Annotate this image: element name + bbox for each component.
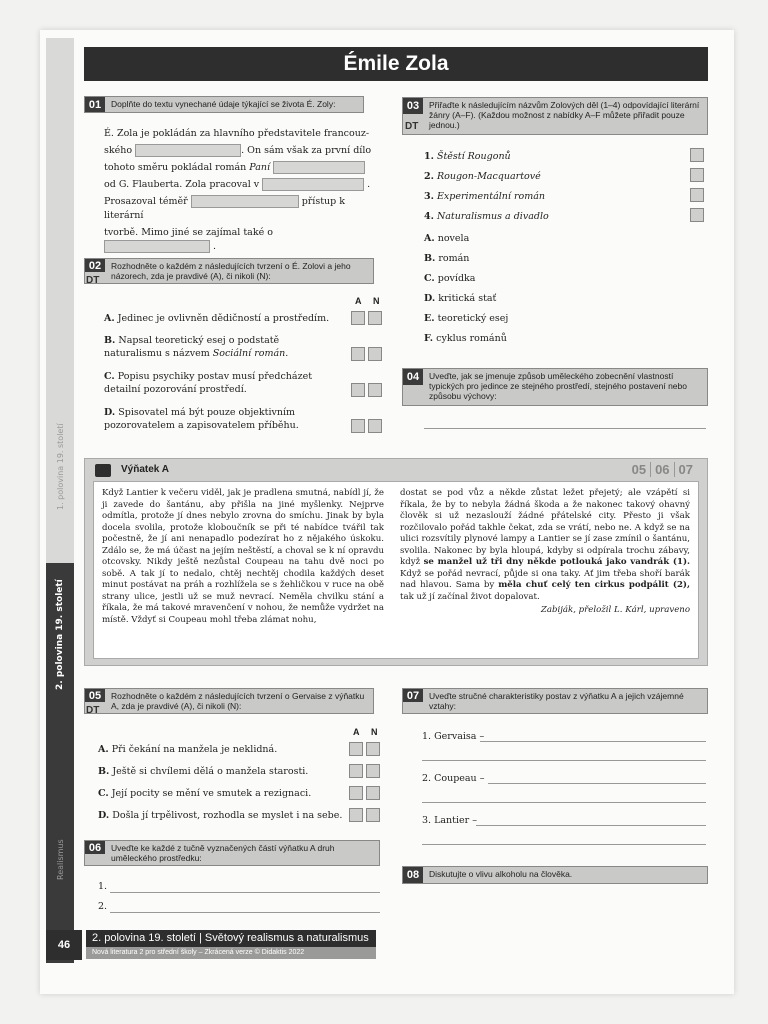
related-task-07: 07 [674, 462, 697, 477]
task-02-item-d-boxes [351, 419, 382, 433]
task-05-item-c-boxes [349, 786, 380, 800]
blank-4[interactable] [191, 195, 299, 208]
task-08-header [402, 866, 708, 884]
task-07-number: 07 [403, 689, 423, 702]
related-task-06: 06 [650, 462, 673, 477]
work-3-answer-box[interactable] [690, 188, 704, 202]
task-04-prompt: Uveďte, jak se jmenuje způsob uměleckého zobecnění vlastností typických pro jedince ze stejného prostředí, stejného postavení nebo způsobu výchovy: [429, 371, 687, 401]
task-03-number: 03 [403, 98, 423, 114]
answer-n-checkbox[interactable] [368, 311, 382, 325]
book-icon [95, 464, 111, 477]
answer-n-checkbox[interactable] [368, 419, 382, 433]
task-04-header [402, 368, 708, 406]
excerpt-column-right: dostat se pod vůz a někde zůstat ležet přejetý; ale vzápětí si říkala, že by to nebyla žádná škoda a že nakonec takový ohavný člověk si už nezaslouží žádné přátelské city. Přesto ji však rozčilovalo pořád takhle čekat, zda se vrátí, nebo ne. A když se na ulici rozsvítily plynové lampy a Lantier se jí zase zmínil o šantánu, svolila. Nakonec by byla hloupá, kdyby si odpírala trochu zábavy, když se manžel už tři dny někde potlouká jako vandrák (1). Když se pořád nevrací, půjde si ona taky. Ať jim třeba shoří barák nad hlavou. Sama by měla chuť celý ten cirkus podpálit (2), tak už jí začínal život dopalovat. Zabiják, přeložil L. Kárl, upraveno [400, 488, 690, 615]
excerpt-source: Zabiják, přeložil L. Kárl, upraveno [540, 605, 690, 615]
answer-n-checkbox[interactable] [368, 383, 382, 397]
task-07-answer-line-3[interactable] [476, 825, 706, 826]
answer-a-checkbox[interactable] [351, 311, 365, 325]
work-2-answer-box[interactable] [690, 168, 704, 182]
task-01-line-2b: . On sám však za první dílo [241, 145, 372, 156]
genre-e: E. teoretický esej [424, 313, 509, 324]
blank-5[interactable] [104, 240, 210, 253]
task-01-text: É. Zola je pokládán za hlavního představitele francouz- ského . On sám však za první dílo tohoto směru pokládal román Paní od G. Flauberta. Zola pracoval v . Prosazoval téměř přístup k literární tvorbě. Mimo jiné se zajímal také o . [104, 127, 374, 254]
task-07-item-2: 2. Coupeau – [422, 773, 485, 784]
answer-n-checkbox[interactable] [366, 786, 380, 800]
task-07-answer-line-1b[interactable] [422, 760, 706, 761]
task-01-line-4: od G. Flauberta. Zola pracoval v [104, 179, 260, 190]
task-05-item-a-boxes [349, 742, 380, 756]
task-05-item-b: B. Ještě si chvílemi dělá o manžela starosti. [98, 766, 309, 777]
task-02-number: 02 [85, 259, 105, 272]
blank-1[interactable] [135, 144, 241, 157]
task-05-item-d-boxes [349, 808, 380, 822]
task-07-answer-line-3b[interactable] [422, 844, 706, 845]
task-02-dt: DT [86, 275, 100, 286]
task-07-item-1: 1. Gervaisa – [422, 731, 485, 742]
work-3: 3. Experimentální román [424, 191, 546, 202]
task-02-col-n: N [373, 296, 380, 306]
work-4-answer-box[interactable] [690, 208, 704, 222]
task-07-header [402, 688, 708, 714]
task-07-answer-line-2[interactable] [488, 783, 706, 784]
task-06-number: 06 [85, 841, 105, 854]
footer-chapter: 2. polovina 19. století | Světový realismus a naturalismus [86, 930, 376, 947]
task-05-item-c: C. Její pocity se mění ve smutek a rezignaci. [98, 788, 312, 799]
answer-a-checkbox[interactable] [349, 764, 363, 778]
answer-a-checkbox[interactable] [349, 742, 363, 756]
task-08-prompt: Diskutujte o vlivu alkoholu na člověka. [429, 869, 573, 879]
bold-part-2: měla chuť celý ten cirkus podpálit (2), [498, 580, 690, 590]
blank-2[interactable] [273, 161, 365, 174]
answer-a-checkbox[interactable] [351, 383, 365, 397]
task-04-answer-line[interactable] [424, 428, 706, 429]
task-08-number: 08 [403, 867, 423, 883]
excerpt-column-left: Když Lantier k večeru viděl, jak je pradlena smutná, nabídl jí, že ji zavede do šantánu, aby přišla na jiné myšlenky. Nejprve odmítla, protože jí dnes nebylo zrovna do smíchu. Jinak by byla docela svolila, protože kloboučník se při té nabídce tvářil tak počestně, že jí ani nenapadlo podezírat ho z nějakého úskoku. Zdálo se, že má účast na jejím neštěstí, a choval se k ní opravdu otcovsky. Nikdy ještě nezůstal Coupeau na tahu dvě noci po sobě. A tak jí to nedalo, chtěj nechtěj chodila každých deset minut postávat na práh a rozhlížela se s žehličkou v ruce na obě strany ulice, jestli už se muž nevrací. Neměla chvilku stání a říkala, že má takové mravenčení v nohou, že nemůže vydržet na místě. Vždyť si Coupeau mohl třeba zlámat nohu, [102, 488, 384, 625]
task-03-header [402, 97, 708, 135]
task-06-answer-line-2[interactable] [110, 912, 380, 913]
task-02-item-d: D. Spisovatel má být pouze objektivním pozorovatelem a zapisovatelem příběhu. [104, 407, 299, 431]
genre-f: F. cyklus románů [424, 333, 507, 344]
task-06-label-1: 1. [98, 881, 108, 892]
related-task-05: 05 [631, 462, 647, 477]
bold-part-1: se manžel už tři dny někde potlouká jako vandrák (1). [423, 557, 690, 567]
task-06-prompt: Uveďte ke každé z tučně vyznačených částí výňatku A druh uměleckého prostředku: [111, 843, 335, 863]
task-03-dt: DT [405, 121, 419, 132]
task-01-line-2: ského [104, 145, 133, 156]
genre-a: A. novela [424, 233, 470, 244]
work-1: 1. Štěstí Rougonů [424, 151, 511, 162]
answer-n-checkbox[interactable] [366, 742, 380, 756]
task-02-item-b: B. Napsal teoretický esej o podstatě naturalismu s názvem Sociální román. [104, 335, 289, 359]
task-01-line-1: É. Zola je pokládán za hlavního představitele francouz- [104, 128, 370, 139]
excerpt-related-tasks [628, 462, 697, 477]
task-05-item-d: D. Došla jí trpělivost, rozhodla se myslet i na sebe. [98, 810, 343, 821]
answer-a-checkbox[interactable] [349, 786, 363, 800]
answer-n-checkbox[interactable] [366, 764, 380, 778]
task-03-prompt: Přiřaďte k následujícím názvům Zolových děl (1–4) odpovídající literární žánry (A–F). (Každou možnost z nabídky A–F můžete přiřadit pouze jednou.) [429, 100, 700, 130]
task-07-answer-line-1[interactable] [480, 741, 706, 742]
genre-d: D. kritická stať [424, 293, 497, 304]
page-footer [46, 930, 376, 960]
task-05-number: 05 [85, 689, 105, 702]
task-01-prompt: Doplňte do textu vynechané údaje týkající se života É. Zoly: [111, 99, 336, 109]
task-02-prompt: Rozhodněte o každém z následujících tvrzení o É. Zolovi a jeho názorech, zda je pravdivé (A), či nikoli (N): [111, 261, 351, 281]
answer-n-checkbox[interactable] [368, 347, 382, 361]
answer-a-checkbox[interactable] [349, 808, 363, 822]
sidebar-label-previous: 1. polovina 19. století [56, 423, 65, 510]
excerpt-a [84, 458, 708, 666]
task-06-answer-line-1[interactable] [110, 892, 380, 893]
task-02-col-a: A [355, 296, 362, 306]
task-02-item-c-boxes [351, 383, 382, 397]
sidebar-label-next: Realismus [56, 839, 65, 880]
task-02-item-c: C. Popisu psychiky postav musí předcházet detailní pozorování prostředí. [104, 371, 313, 395]
task-01-line-5b: přístup k literární [104, 196, 346, 221]
answer-a-checkbox[interactable] [351, 347, 365, 361]
task-07-item-3: 3. Lantier – [422, 815, 477, 826]
task-01-line-5: Prosazoval téměř [104, 196, 188, 207]
task-05-item-b-boxes [349, 764, 380, 778]
task-01-line-3-em: Paní [249, 162, 271, 173]
task-07-prompt: Uveďte stručné charakteristiky postav z výňatku A a jejich vzájemné vztahy: [429, 691, 684, 711]
page-number: 46 [46, 930, 82, 960]
work-2: 2. Rougon-Macquartové [424, 171, 541, 182]
blank-3[interactable] [262, 178, 364, 191]
task-01-line-6: tvorbě. Mimo jiné se zajímal také o [104, 227, 273, 238]
task-01-number: 01 [85, 97, 105, 112]
footer-copyright: Nová literatura 2 pro střední školy – Zkrácená verze © Didaktis 2022 [86, 947, 376, 959]
task-02-item-b-boxes [351, 347, 382, 361]
task-05-col-a: A [353, 727, 360, 737]
work-1-answer-box[interactable] [690, 148, 704, 162]
genre-b: B. román [424, 253, 470, 264]
excerpt-title: Výňatek A [121, 464, 169, 475]
task-01-header [84, 96, 364, 113]
task-07-answer-line-2b[interactable] [422, 802, 706, 803]
task-06-header [84, 840, 380, 866]
answer-n-checkbox[interactable] [366, 808, 380, 822]
task-05-item-a: A. Při čekání na manžela je neklidná. [98, 744, 278, 755]
work-4: 4. Naturalismus a divadlo [424, 211, 549, 222]
task-01-line-3: tohoto směru pokládal román [104, 162, 247, 173]
sidebar-label-active: 2. polovina 19. století [55, 579, 65, 690]
task-05-prompt: Rozhodněte o každém z následujících tvrzení o Gervaise z výňatku A, zda je pravdivé (A), či nikoli (N): [111, 691, 365, 711]
task-05-dt: DT [86, 705, 100, 716]
task-05-col-n: N [371, 727, 378, 737]
task-05-header [84, 688, 374, 714]
genre-c: C. povídka [424, 273, 476, 284]
task-06-label-2: 2. [98, 901, 108, 912]
answer-a-checkbox[interactable] [351, 419, 365, 433]
excerpt-body [93, 481, 699, 659]
task-02-item-a-boxes [351, 311, 382, 325]
task-02-header [84, 258, 374, 284]
task-02-item-a: A. Jedinec je ovlivněn dědičností a prostředím. [104, 313, 330, 324]
task-04-number: 04 [403, 369, 423, 385]
page-title: Émile Zola [84, 47, 708, 81]
